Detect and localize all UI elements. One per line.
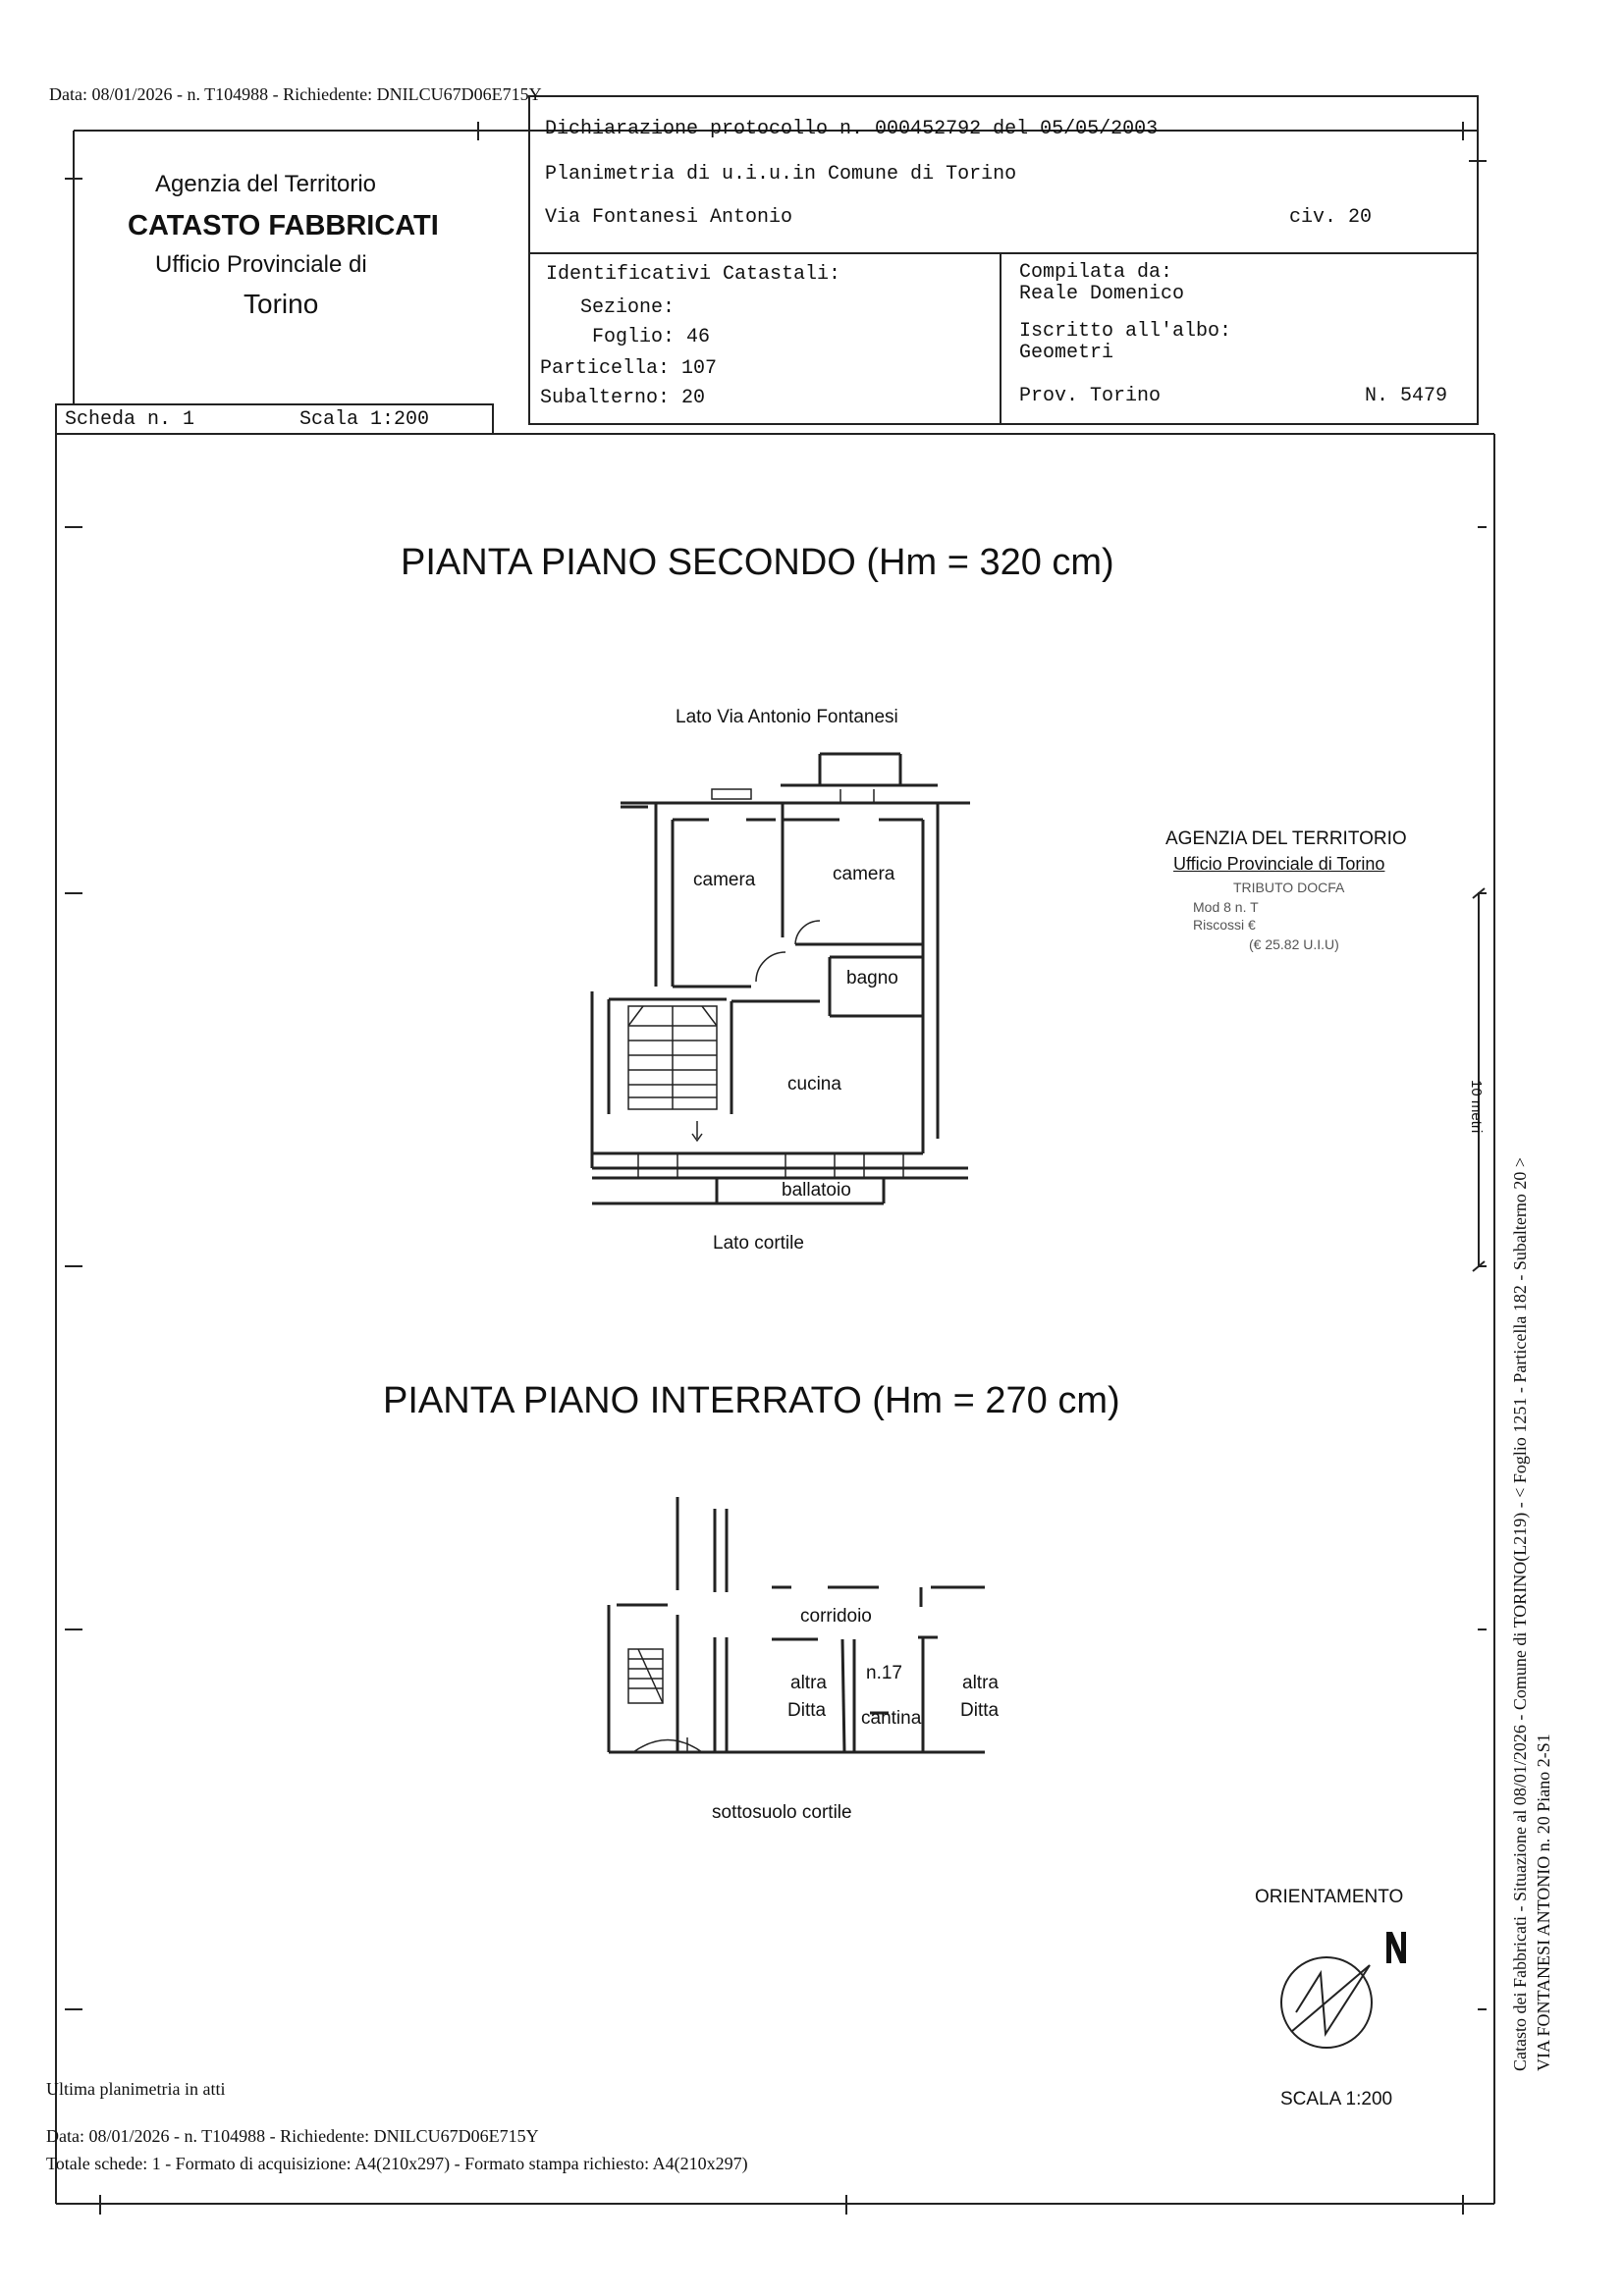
stamp-riscossi: Riscossi €: [1193, 917, 1256, 933]
civic-number: civ. 20: [1289, 206, 1373, 229]
side-catasto-line: Catasto dei Fabbricati - Situazione al 08/01/2026 - Comune di TORINO(L219) - < Foglio 1251 - Particella 182 - Subalterno 20 >: [1510, 1157, 1530, 2071]
room-bagno: bagno: [846, 968, 898, 988]
other-left-2: Ditta: [787, 1700, 827, 1721]
scheda-number: Scheda n. 1: [65, 408, 195, 431]
orientation-scale: SCALA 1:200: [1280, 2089, 1393, 2109]
other-left-1: altra: [790, 1673, 827, 1693]
identifiers-title: Identificativi Catastali:: [546, 263, 841, 286]
second-floor-title: PIANTA PIANO SECONDO (Hm = 320 cm): [401, 542, 1114, 583]
stamp-amount: (€ 25.82 U.I.U): [1249, 936, 1339, 952]
albo-value: Geometri: [1019, 342, 1114, 364]
compiled-by-label: Compilata da:: [1019, 261, 1173, 284]
particella-field: Particella: 107: [540, 357, 718, 380]
side-address-line: VIA FONTANESI ANTONIO n. 20 Piano 2-S1: [1534, 1734, 1553, 2071]
scheda-scale: Scala 1:200: [299, 408, 430, 431]
scale-bar-label: 10 metri: [1468, 1080, 1485, 1134]
header-request-line: Data: 08/01/2026 - n. T104988 - Richiedente: DNILCU67D06E715Y: [49, 84, 542, 104]
basement-title: PIANTA PIANO INTERRATO (Hm = 270 cm): [383, 1380, 1120, 1421]
agency-name: Agenzia del Territorio: [155, 171, 377, 197]
room-camera-right: camera: [833, 864, 895, 884]
compiled-by-name: Reale Domenico: [1019, 283, 1185, 305]
room-cucina: cucina: [787, 1074, 841, 1095]
catasto-title: CATASTO FABBRICATI: [128, 210, 439, 241]
stamp-tributo: TRIBUTO DOCFA: [1233, 880, 1345, 895]
room-ballatoio: ballatoio: [782, 1180, 851, 1201]
stamp-mod: Mod 8 n. T: [1193, 899, 1259, 915]
orientation-title: ORIENTAMENTO: [1255, 1887, 1404, 1907]
stamp-office: Ufficio Provinciale di Torino: [1173, 854, 1385, 874]
subalterno-field: Subalterno: 20: [540, 387, 706, 409]
protocol-line: Dichiarazione protocollo n. 000452792 del 05/05/2003: [545, 118, 1159, 140]
sezione-field: Sezione:: [580, 296, 676, 319]
label-subsoil: sottosuolo cortile: [712, 1802, 852, 1823]
room-camera-left: camera: [693, 870, 756, 890]
office-city: Torino: [244, 289, 319, 319]
registry-number: N. 5479: [1365, 385, 1448, 407]
albo-label: Iscritto all'albo:: [1019, 320, 1232, 343]
label-street-side: Lato Via Antonio Fontanesi: [676, 707, 898, 727]
planimetry-line: Planimetria di u.i.u.in Comune di Torino: [545, 163, 1017, 186]
other-right-1: altra: [962, 1673, 999, 1693]
room-cantina: cantina: [861, 1708, 922, 1729]
stamp-agency: AGENZIA DEL TERRITORIO: [1165, 828, 1407, 849]
other-right-2: Ditta: [960, 1700, 1000, 1721]
footer-totals-line: Totale schede: 1 - Formato di acquisizione: A4(210x297) - Formato stampa richiesto: A4(210x297): [46, 2154, 748, 2173]
office-label: Ufficio Provinciale di: [155, 251, 367, 278]
street-name: Via Fontanesi Antonio: [545, 206, 793, 229]
province: Prov. Torino: [1019, 385, 1162, 407]
cellar-number: n.17: [866, 1663, 902, 1683]
room-corridoio: corridoio: [800, 1606, 872, 1627]
label-courtyard-side: Lato cortile: [713, 1233, 804, 1254]
footer-last-plan: Ultima planimetria in atti: [46, 2079, 226, 2099]
footer-data-line: Data: 08/01/2026 - n. T104988 - Richiedente: DNILCU67D06E715Y: [46, 2126, 539, 2146]
foglio-field: Foglio: 46: [592, 326, 711, 348]
